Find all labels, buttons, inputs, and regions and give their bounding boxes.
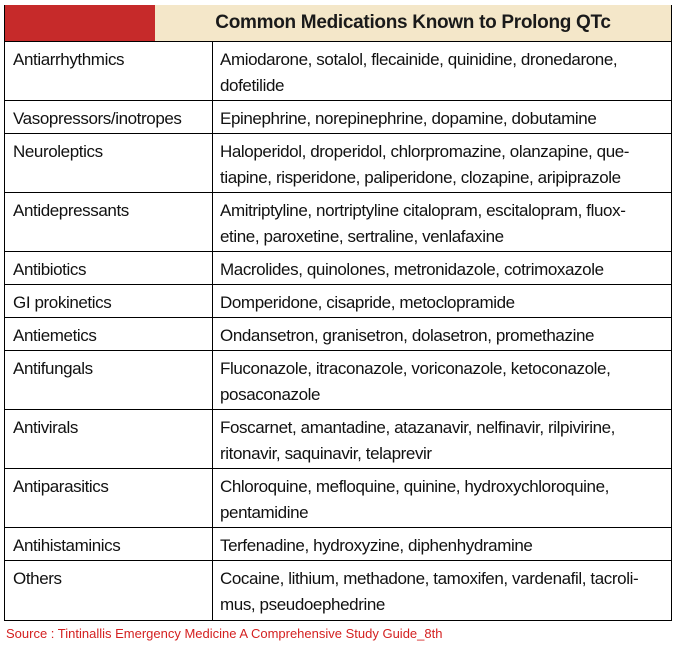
medications-cell [213, 252, 671, 284]
medications-cell [213, 351, 671, 409]
medications-line: ritonavir, saquinavir, telaprevir [220, 444, 432, 463]
medications-cell [213, 134, 671, 192]
table-row [5, 42, 671, 101]
table-row [5, 410, 671, 469]
drug-class-cell: Antiarrhythmics [5, 42, 213, 100]
drug-class-cell: Vasopressors/inotropes [5, 101, 213, 133]
medications-line: tiapine, risperidone, paliperidone, clozapine, aripiprazole [220, 168, 621, 187]
drug-class-cell: Antidepressants [5, 193, 213, 251]
medications-line: mus, pseudoephedrine [220, 595, 385, 614]
table-row [5, 285, 671, 318]
medications-cell [213, 285, 671, 317]
drug-class-cell: Antihistaminics [5, 528, 213, 560]
medications-line: Haloperidol, droperidol, chlorpromazine, olanzapine, que- [220, 142, 630, 161]
medications-line: etine, paroxetine, sertraline, venlafaxine [220, 227, 504, 246]
medications-line: dofetilide [220, 76, 285, 95]
table-row [5, 318, 671, 351]
drug-class-cell: Neuroleptics [5, 134, 213, 192]
table-row [5, 252, 671, 285]
medications-line: Ondansetron, granisetron, dolasetron, promethazine [220, 326, 595, 345]
table-body [5, 42, 671, 620]
medications-cell [213, 410, 671, 468]
medications-line: Domperidone, cisapride, metoclopramide [220, 293, 515, 312]
header-accent-bar [5, 5, 155, 41]
table-row [5, 193, 671, 252]
medications-line: Amiodarone, sotalol, flecainide, quinidine, dronedarone, [220, 50, 618, 69]
table-header [5, 5, 671, 42]
medications-line: Amitriptyline, nortriptyline citalopram, escitalopram, fluox- [220, 201, 626, 220]
medications-line: Chloroquine, mefloquine, quinine, hydroxychloroquine, [220, 477, 609, 496]
medications-table [4, 5, 672, 621]
table-row [5, 528, 671, 561]
medications-line: Fluconazole, itraconazole, voriconazole, ketoconazole, [220, 359, 611, 378]
medications-cell [213, 469, 671, 527]
medications-cell [213, 318, 671, 350]
medications-cell [213, 561, 671, 620]
table-row [5, 134, 671, 193]
table-title: Common Medications Known to Prolong QTc [215, 12, 611, 33]
medications-cell [213, 528, 671, 560]
medications-line: Foscarnet, amantadine, atazanavir, nelfinavir, rilpivirine, [220, 418, 616, 437]
drug-class-cell: GI prokinetics [5, 285, 213, 317]
medications-cell [213, 42, 671, 100]
medications-line: Macrolides, quinolones, metronidazole, cotrimoxazole [220, 260, 604, 279]
table-row [5, 469, 671, 528]
table-row [5, 561, 671, 620]
drug-class-cell: Antifungals [5, 351, 213, 409]
drug-class-cell: Antibiotics [5, 252, 213, 284]
drug-class-cell: Antiparasitics [5, 469, 213, 527]
table-row [5, 101, 671, 134]
drug-class-cell: Antiemetics [5, 318, 213, 350]
drug-class-cell: Others [5, 561, 213, 620]
medications-line: Epinephrine, norepinephrine, dopamine, dobutamine [220, 109, 597, 128]
medications-line: pentamidine [220, 503, 309, 522]
table-row [5, 351, 671, 410]
medications-cell [213, 101, 671, 133]
medications-line: Cocaine, lithium, methadone, tamoxifen, vardenafil, tacroli- [220, 569, 639, 588]
medications-line: posaconazole [220, 385, 321, 404]
drug-class-cell: Antivirals [5, 410, 213, 468]
medications-cell [213, 193, 671, 251]
source-citation: Source : Tintinallis Emergency Medicine A Comprehensive Study Guide_8th [6, 626, 443, 641]
medications-line: Terfenadine, hydroxyzine, diphenhydramine [220, 536, 533, 555]
